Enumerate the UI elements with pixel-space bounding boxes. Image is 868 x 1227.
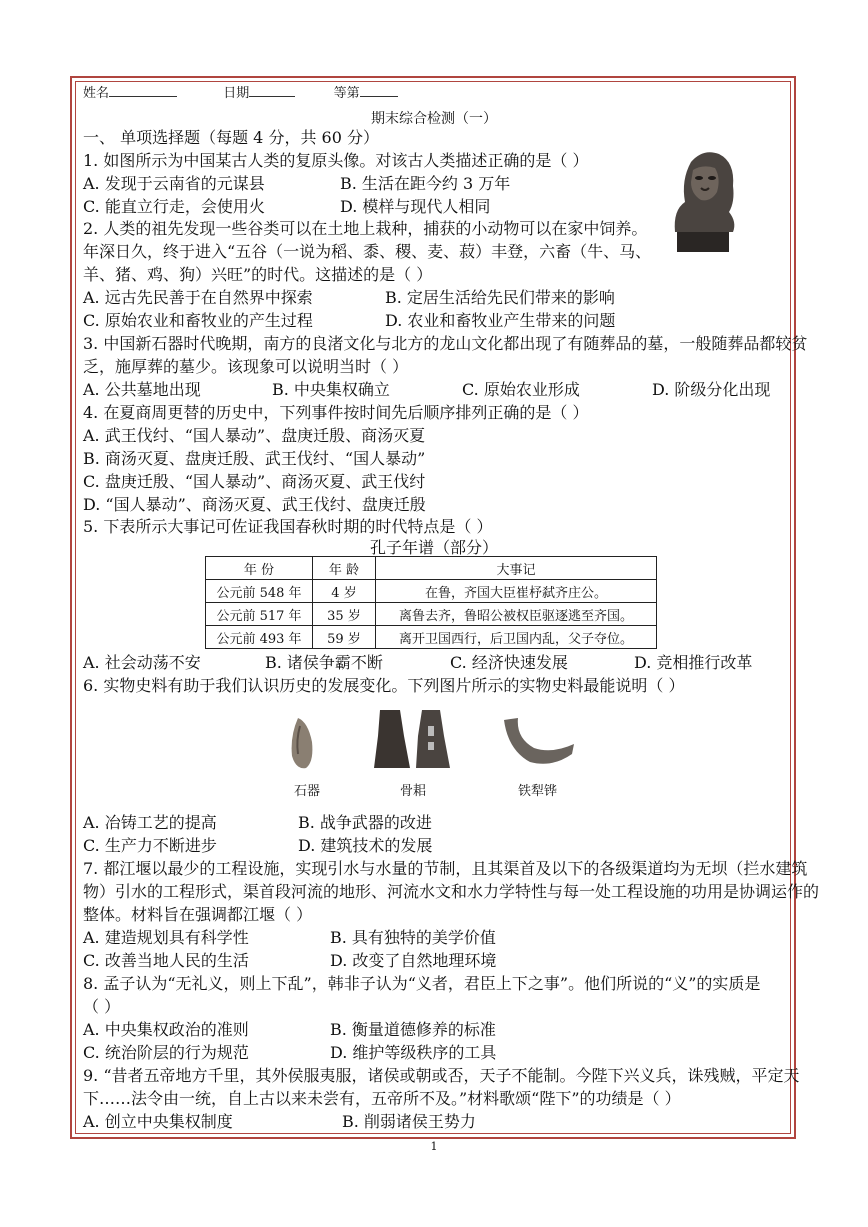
q7-option-d[interactable]: D. 改变了自然地理环境 [330,951,497,970]
q2-option-a[interactable]: A. 远古先民善于在自然界中探索 [83,288,313,307]
q6-option-a[interactable]: A. 冶铸工艺的提高 [83,813,217,832]
artifact-caption: 石器 [294,784,321,799]
q3-option-b[interactable]: B. 中央集权确立 [272,380,390,399]
name-label: 姓名 [83,86,110,101]
name-blank[interactable] [109,84,177,97]
q3-option-d[interactable]: D. 阶级分化出现 [652,380,771,399]
q3-stem-line1: 3. 中国新石器时代晚期，南方的良渚文化与北方的龙山文化都出现了有随葬品的墓，一般随葬品都较贫 [83,334,808,353]
exam-title: 期末综合检测（一） [371,111,497,127]
q1-option-c[interactable]: C. 能直立行走，会使用火 [83,197,265,216]
q2-option-d[interactable]: D. 农业和畜牧业产生带来的问题 [385,311,616,330]
q1-stem: 1. 如图所示为中国某古人类的复原头像。对该古人类描述正确的是（ ） [83,151,589,170]
q9-option-b[interactable]: B. 削弱诸侯王势力 [342,1112,476,1131]
q7-stem-line3: 整体。材料旨在强调都江堰（ ） [83,905,313,924]
stone-tool-image [292,718,313,768]
ancient-human-bust-image [655,140,750,255]
date-label: 日期 [223,86,250,101]
q7-stem-line1: 7. 都江堰以最少的工程设施，实现引水与水量的节制，且其渠首及以下的各级渠道均为无坝（拦水建筑 [83,859,808,878]
table-row [206,626,657,649]
grade-label: 等第 [333,86,360,101]
q6-option-c[interactable]: C. 生产力不断进步 [83,836,217,855]
q1-option-b[interactable]: B. 生活在距今约 3 万年 [340,174,511,193]
q5-option-b[interactable]: B. 诸侯争霸不断 [265,653,383,672]
table-header-cell: 年 龄 [313,557,376,580]
q4-option-b[interactable]: B. 商汤灭夏、盘庚迁殷、武王伐纣、“国人暴动” [83,449,426,468]
q4-stem: 4. 在夏商周更替的历史中，下列事件按时间先后顺序排列正确的是（ ） [83,403,589,422]
table-cell: 在鲁，齐国大臣崔杼弑齐庄公。 [376,580,657,603]
q4-option-a[interactable]: A. 武王伐纣、“国人暴动”、盘庚迁殷、商汤灭夏 [83,426,426,445]
q7-option-c[interactable]: C. 改善当地人民的生活 [83,951,249,970]
q1-option-d[interactable]: D. 模样与现代人相同 [340,197,491,216]
table-cell: 公元前 493 年 [206,626,313,649]
q6-stem: 6. 实物史料有助于我们认识历史的发展变化。下列图片所示的实物史料最能说明（ ） [83,676,685,695]
q2-stem-line2: 年深日久，终于进入“五谷（一说为稻、黍、稷、麦、菽）丰登，六畜（牛、马、 [83,242,652,261]
table-cell: 59 岁 [313,626,376,649]
iron-plowshare-image [504,718,574,764]
q4-option-d[interactable]: D. “国人暴动”、商汤灭夏、武王伐纣、盘庚迁殷 [83,495,426,514]
q6-option-b[interactable]: B. 战争武器的改进 [298,813,432,832]
q7-option-a[interactable]: A. 建造规划具有科学性 [83,928,249,947]
q5-option-c[interactable]: C. 经济快速发展 [450,653,568,672]
table-row [206,603,657,626]
page-number: 1 [430,1140,438,1153]
artifact-caption: 铁犁铧 [518,784,558,799]
q2-stem-line3: 羊、猪、鸡、狗）兴旺”的时代。这描述的是（ ） [83,265,433,284]
q2-option-c[interactable]: C. 原始农业和畜牧业的产生过程 [83,311,313,330]
q7-stem-line2: 物）引水的工程形式，渠首段河流的地形、河流水文和水力学特性与每一处工程设施的功用是协调运作的 [83,882,820,901]
table-row [206,580,657,603]
section-heading: 一、 单项选择题（每题 4 分，共 60 分） [83,128,379,147]
q3-option-a[interactable]: A. 公共墓地出现 [83,380,201,399]
q4-option-c[interactable]: C. 盘庚迁殷、“国人暴动”、商汤灭夏、武王伐纣 [83,472,426,491]
q1-option-a[interactable]: A. 发现于云南省的元谋县 [83,174,265,193]
artifact-caption: 骨耜 [400,784,427,799]
date-blank[interactable] [249,84,295,97]
q2-stem-line1: 2. 人类的祖先发现一些谷类可以在土地上栽种，捕获的小动物可以在家中饲养。 [83,219,648,238]
q8-option-a[interactable]: A. 中央集权政治的准则 [83,1020,249,1039]
q9-stem-line2: 下……法令由一统，自上古以来未尝有，五帝所不及。”材料歌颂“陛下”的功绩是（ ） [83,1089,681,1108]
q2-option-b[interactable]: B. 定居生活给先民们带来的影响 [385,288,615,307]
table-header-cell: 年 份 [206,557,313,580]
q7-option-b[interactable]: B. 具有独特的美学价值 [330,928,496,947]
q3-option-c[interactable]: C. 原始农业形成 [462,380,580,399]
q5-option-d[interactable]: D. 竞相推行改革 [634,653,753,672]
q9-stem-line1: 9. “昔者五帝地方千里，其外侯服夷服，诸侯或朝或否，天子不能制。今陛下兴义兵，诛残贼，平定天 [83,1066,800,1085]
q6-option-d[interactable]: D. 建筑技术的发展 [298,836,433,855]
table-cell: 公元前 548 年 [206,580,313,603]
q5-option-a[interactable]: A. 社会动荡不安 [83,653,201,672]
table-cell: 离鲁去齐，鲁昭公被权臣驱逐逃至齐国。 [376,603,657,626]
q9-option-a[interactable]: A. 创立中央集权制度 [83,1112,233,1131]
q5-table-title: 孔子年谱（部分） [369,538,498,557]
grade-blank[interactable] [360,84,398,97]
q8-option-d[interactable]: D. 维护等级秩序的工具 [330,1043,497,1062]
q3-stem-line2: 乏，施厚葬的墓少。该现象可以说明当时（ ） [83,357,409,376]
table-cell: 4 岁 [313,580,376,603]
artifact-images [280,706,580,778]
q8-stem-line1: 8. 孟子认为“无礼义，则上下乱”，韩非子认为“义者，君臣上下之事”。他们所说的“义”的实质是 [83,974,761,993]
q8-option-b[interactable]: B. 衡量道德修养的标准 [330,1020,496,1039]
student-info-header [83,84,398,103]
confucius-chronology-table [205,556,657,649]
q8-stem-line2: （ ） [83,997,121,1016]
q5-stem: 5. 下表所示大事记可佐证我国春秋时期的时代特点是（ ） [83,517,493,536]
table-header-row [206,557,657,580]
q8-option-c[interactable]: C. 统治阶层的行为规范 [83,1043,249,1062]
table-cell: 离开卫国西行，后卫国内乱，父子夺位。 [376,626,657,649]
table-cell: 公元前 517 年 [206,603,313,626]
table-cell: 35 岁 [313,603,376,626]
bone-spade-image [374,710,450,768]
table-header-cell: 大事记 [376,557,657,580]
